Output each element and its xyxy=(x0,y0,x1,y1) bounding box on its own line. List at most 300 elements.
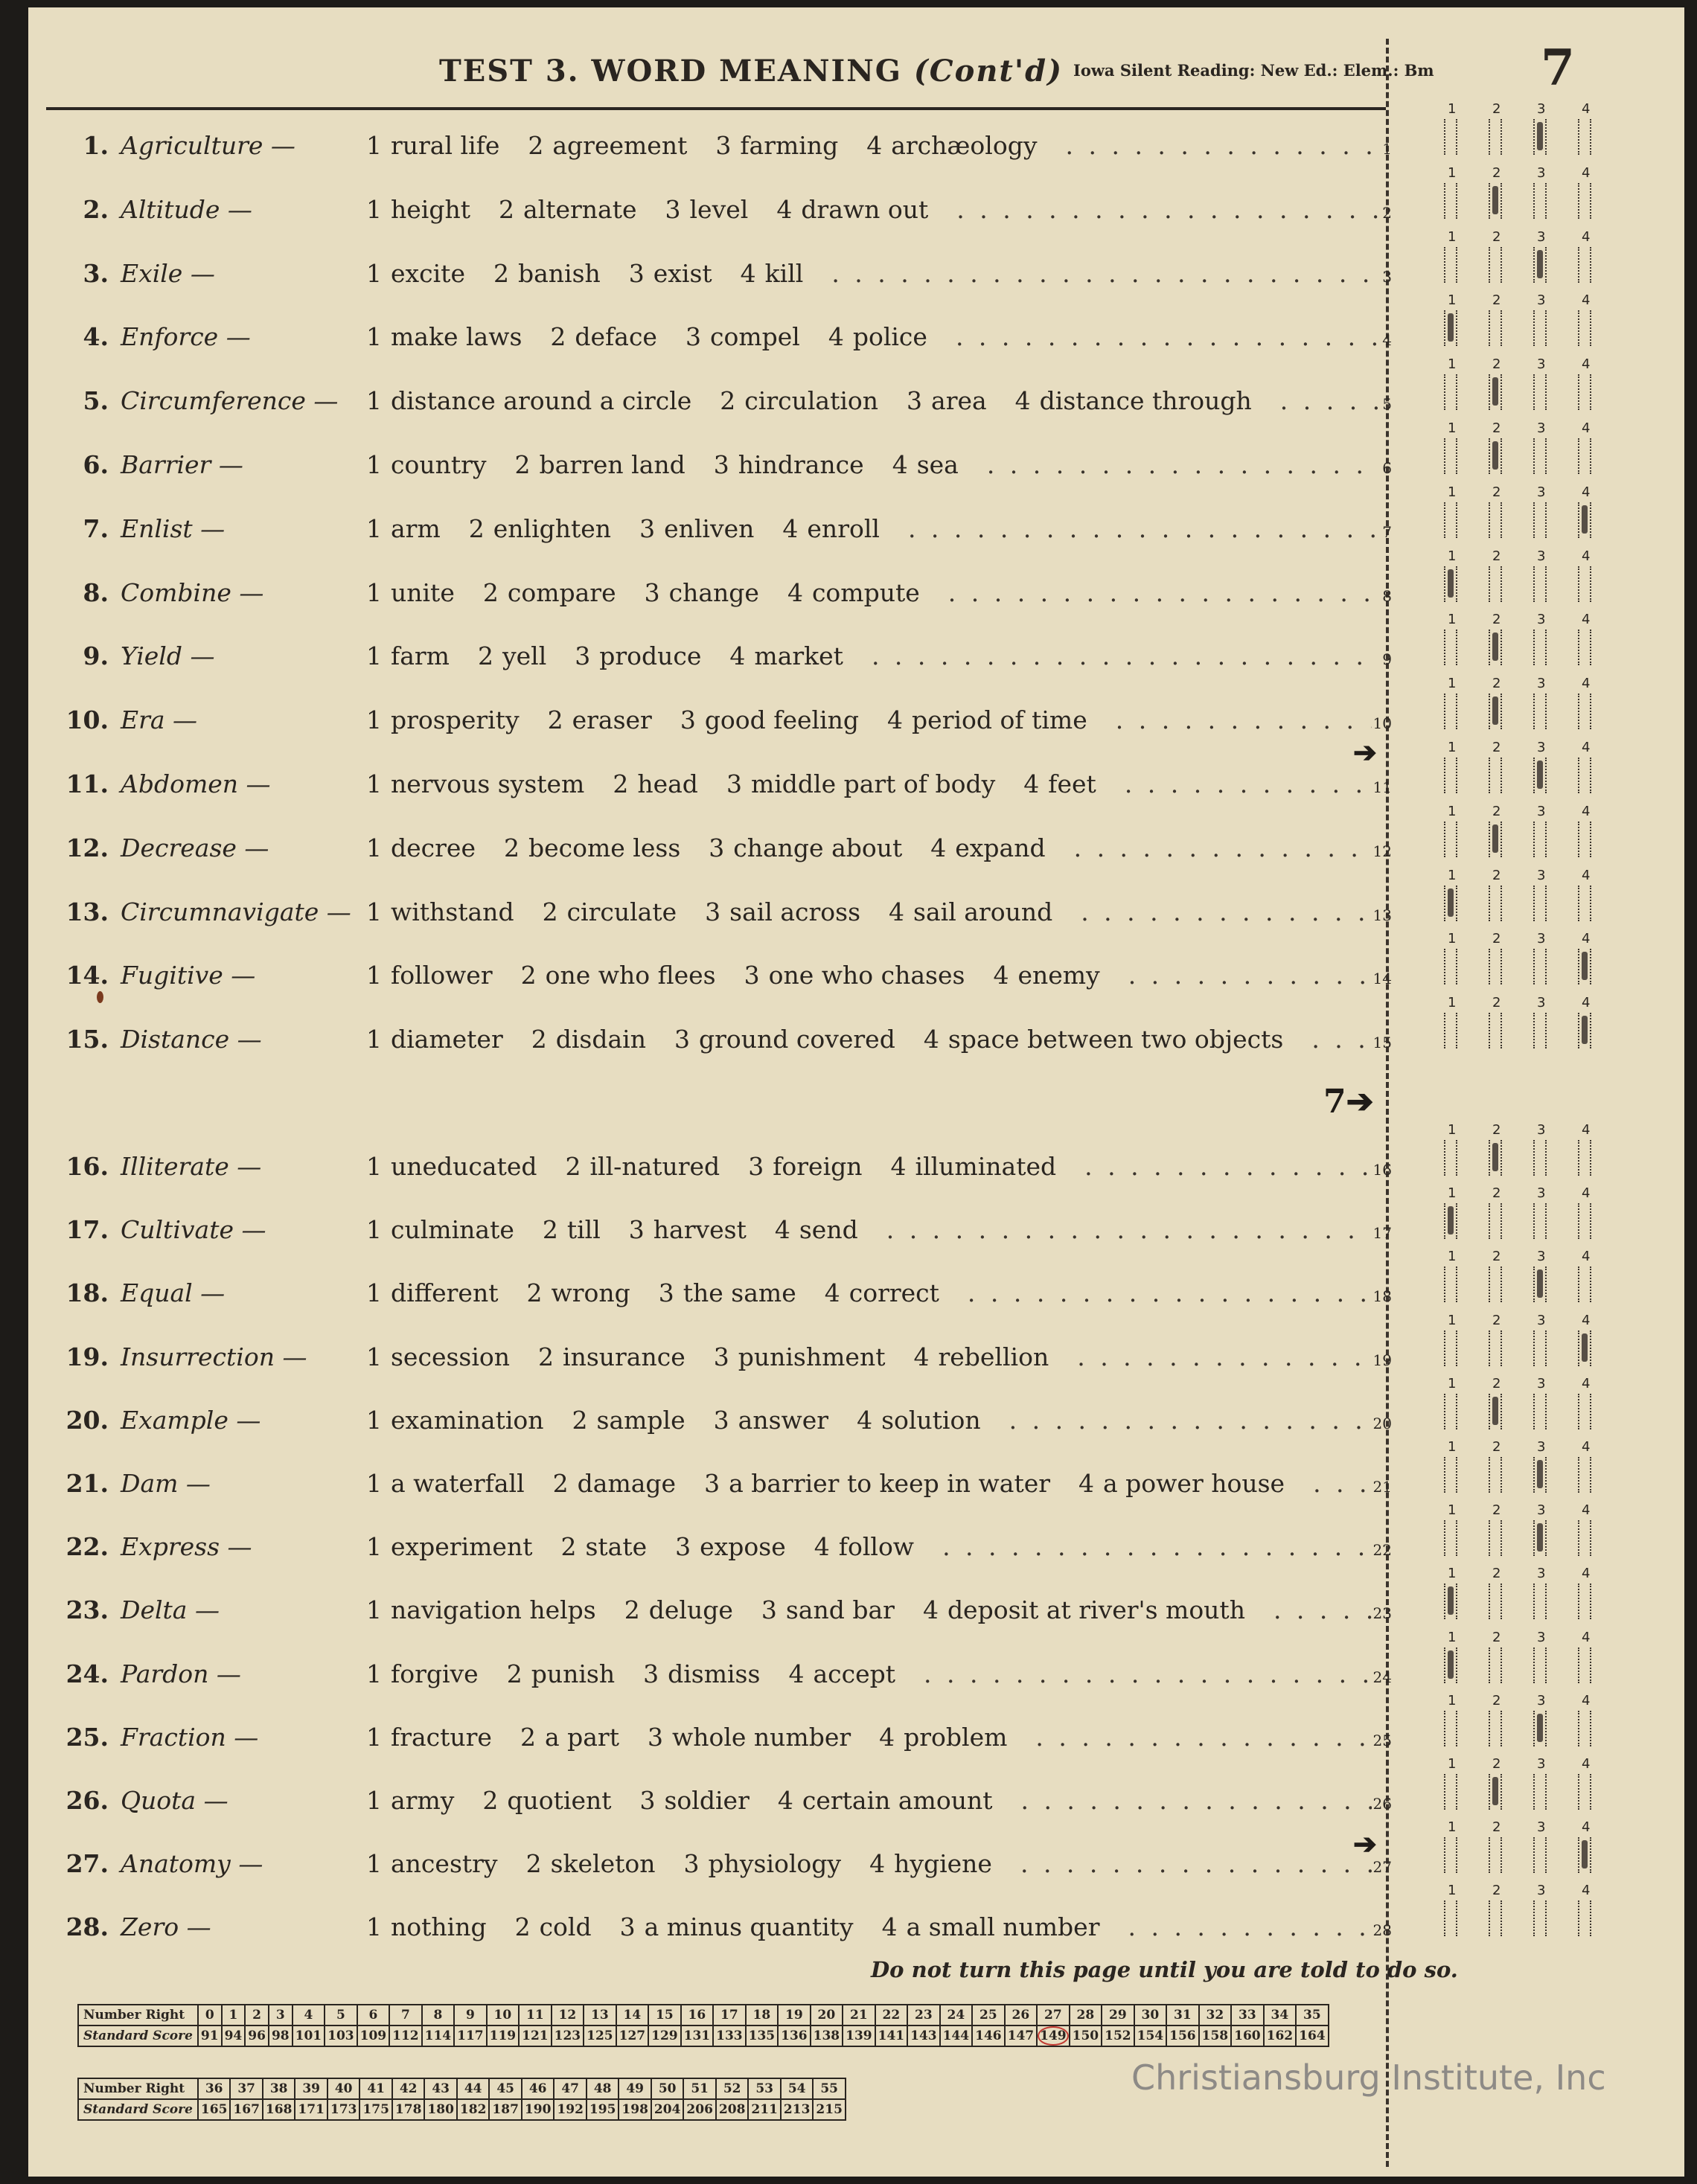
answer-box[interactable] xyxy=(1444,1520,1457,1556)
option: 2 circulate xyxy=(542,897,677,926)
answer-bubbles[interactable] xyxy=(1414,1185,1630,1242)
answer-bubbles[interactable] xyxy=(1414,1439,1630,1496)
answer-box[interactable] xyxy=(1489,1583,1502,1619)
answer-bubbles[interactable] xyxy=(1414,868,1630,924)
pencil-mark xyxy=(1492,1143,1498,1171)
answer-box[interactable] xyxy=(1578,566,1591,602)
pencil-mark xyxy=(1492,696,1498,725)
answer-bubbles[interactable] xyxy=(1414,101,1630,158)
option: 4 compute xyxy=(787,577,920,607)
option: 1 nervous system xyxy=(366,769,585,798)
number-right-cell: 31 xyxy=(1166,2005,1199,2026)
answer-bubbles[interactable] xyxy=(1414,1630,1630,1686)
option: 4 drawn out xyxy=(776,194,929,224)
answer-bubbles[interactable] xyxy=(1414,995,1630,1051)
option: 1 arm xyxy=(366,513,441,543)
answer-box[interactable] xyxy=(1444,1266,1457,1302)
pencil-mark xyxy=(1582,1333,1588,1362)
row-number: 13 xyxy=(1372,906,1392,924)
leader-dots xyxy=(948,578,1381,607)
answer-box[interactable] xyxy=(1578,1520,1591,1556)
answer-box[interactable] xyxy=(1489,566,1502,602)
answer-box[interactable] xyxy=(1578,247,1591,283)
answer-box[interactable] xyxy=(1444,949,1457,984)
question-word: Circumference — xyxy=(121,386,339,416)
pencil-mark xyxy=(1582,1840,1588,1868)
question-row xyxy=(52,1849,1392,1886)
row-number: 27 xyxy=(1372,1858,1392,1877)
answer-box[interactable] xyxy=(1444,502,1457,538)
question-number: 5. xyxy=(83,386,109,416)
answer-box[interactable] xyxy=(1533,1013,1547,1048)
bubble-numbers: 1 2 3 4 xyxy=(1448,1502,1591,1519)
option: 3 foreign xyxy=(748,1152,863,1181)
answer-box[interactable] xyxy=(1578,1457,1591,1493)
answer-bubbles[interactable] xyxy=(1414,1756,1630,1813)
answer-box[interactable] xyxy=(1578,310,1591,346)
answer-box[interactable] xyxy=(1578,1394,1591,1429)
number-right-cell: 12 xyxy=(552,2005,584,2026)
bubble-numbers: 1 2 3 4 xyxy=(1448,1692,1591,1709)
standard-score-cell: 119 xyxy=(487,2026,520,2046)
page-number: 7 xyxy=(1541,39,1575,97)
answer-box[interactable] xyxy=(1444,247,1457,283)
answer-box[interactable] xyxy=(1533,1394,1547,1429)
option: 1 rural life xyxy=(366,131,500,160)
option: 1 examination xyxy=(366,1405,544,1435)
option: 3 level xyxy=(665,194,749,224)
row-number: 21 xyxy=(1372,1478,1392,1496)
standard-score-cell: 187 xyxy=(489,2099,522,2120)
leader-dots xyxy=(1273,1595,1372,1624)
leader-dots xyxy=(1077,1342,1371,1371)
answer-box[interactable] xyxy=(1578,374,1591,410)
option: 1 uneducated xyxy=(366,1152,537,1181)
answer-box[interactable] xyxy=(1489,758,1502,793)
answer-box[interactable] xyxy=(1578,1647,1591,1683)
pencil-mark xyxy=(1582,1016,1588,1044)
option: 4 kill xyxy=(740,258,804,288)
row-number: 8 xyxy=(1382,586,1392,605)
answer-bubbles[interactable] xyxy=(1414,1122,1630,1179)
question-word: Enforce — xyxy=(121,322,251,352)
question-number: 17. xyxy=(65,1215,109,1245)
answer-box[interactable] xyxy=(1578,119,1591,155)
answer-box[interactable] xyxy=(1444,694,1457,729)
answer-box[interactable] xyxy=(1444,1900,1457,1936)
bubble-numbers: 1 2 3 4 xyxy=(1448,164,1591,181)
answer-box[interactable] xyxy=(1444,1711,1457,1746)
answer-box[interactable] xyxy=(1444,1837,1457,1873)
option: 3 answer xyxy=(713,1405,829,1435)
answer-box[interactable] xyxy=(1533,822,1547,857)
options xyxy=(366,1849,1392,1878)
question-row xyxy=(52,1025,1392,1062)
pencil-mark xyxy=(1448,1206,1454,1234)
standard-score-cell: 112 xyxy=(389,2026,422,2046)
ink-spot xyxy=(97,991,103,1003)
row-number: 9 xyxy=(1382,650,1392,669)
answer-box[interactable] xyxy=(1578,1900,1591,1936)
answer-bubbles[interactable] xyxy=(1414,931,1630,987)
answer-box[interactable] xyxy=(1533,183,1547,219)
answer-box[interactable] xyxy=(1444,1394,1457,1429)
number-right-cell: 24 xyxy=(940,2005,973,2026)
option: 4 archæology xyxy=(866,131,1038,160)
answer-box[interactable] xyxy=(1444,1774,1457,1810)
question-number: 15. xyxy=(65,1025,109,1054)
option: 4 distance through xyxy=(1014,386,1252,416)
option: 3 harvest xyxy=(628,1215,747,1245)
standard-score-cell: 164 xyxy=(1296,2026,1329,2046)
number-right-cell: 13 xyxy=(584,2005,616,2026)
number-right-label: Number Right xyxy=(78,2005,198,2026)
answer-box[interactable] xyxy=(1444,1140,1457,1176)
number-right-cell: 25 xyxy=(972,2005,1005,2026)
standard-score-cell: 136 xyxy=(778,2026,811,2046)
standard-score-cell: 152 xyxy=(1102,2026,1134,2046)
question-row xyxy=(52,769,1392,807)
option: 4 expand xyxy=(930,833,1046,862)
question-word: Fugitive — xyxy=(121,961,256,990)
answer-box[interactable] xyxy=(1533,1583,1547,1619)
number-right-label: Number Right xyxy=(78,2078,198,2099)
answer-bubbles[interactable] xyxy=(1414,292,1630,349)
leader-dots xyxy=(956,195,1381,224)
leader-dots xyxy=(1128,1912,1371,1941)
option: 4 a small number xyxy=(881,1912,1100,1942)
standard-score-label: Standard Score xyxy=(78,2099,198,2120)
leader-dots xyxy=(942,1532,1371,1561)
answer-box[interactable] xyxy=(1444,822,1457,857)
option: 2 head xyxy=(613,769,698,798)
answer-bubbles[interactable] xyxy=(1414,676,1630,732)
leader-dots xyxy=(1313,1469,1371,1498)
answer-box[interactable] xyxy=(1489,1457,1502,1493)
leader-dots xyxy=(1128,961,1372,990)
answer-box[interactable] xyxy=(1578,438,1591,474)
option: 4 accept xyxy=(788,1659,895,1688)
question-number: 26. xyxy=(65,1786,109,1815)
number-right-cell: 18 xyxy=(746,2005,779,2026)
options xyxy=(366,961,1392,990)
answer-box[interactable] xyxy=(1489,1647,1502,1683)
answer-box[interactable] xyxy=(1444,630,1457,665)
standard-score-cell: 123 xyxy=(552,2026,584,2046)
option: 1 ancestry xyxy=(366,1849,498,1879)
option: 4 correct xyxy=(824,1278,939,1308)
options xyxy=(366,578,1392,607)
answer-box[interactable] xyxy=(1578,1266,1591,1302)
leader-dots xyxy=(1020,1786,1371,1815)
answer-box[interactable] xyxy=(1533,949,1547,984)
question-row xyxy=(52,1723,1392,1760)
option: 2 circulation xyxy=(720,386,879,416)
standard-score-cell: 129 xyxy=(648,2026,681,2046)
standard-score-cell: 175 xyxy=(359,2099,392,2120)
answer-box[interactable] xyxy=(1444,438,1457,474)
answer-bubbles[interactable] xyxy=(1414,1819,1630,1876)
answer-bubbles[interactable] xyxy=(1414,740,1630,796)
continue-arrow-icon: ➔ xyxy=(1353,735,1377,769)
answer-bubbles[interactable] xyxy=(1414,1313,1630,1369)
option: 2 banish xyxy=(493,258,601,288)
leader-dots xyxy=(1081,897,1371,926)
answer-box[interactable] xyxy=(1489,886,1502,921)
question-number: 18. xyxy=(65,1278,109,1308)
answer-bubbles[interactable] xyxy=(1414,1566,1630,1622)
row-number: 22 xyxy=(1372,1541,1392,1560)
answer-bubbles[interactable] xyxy=(1414,1376,1630,1432)
options xyxy=(366,1595,1392,1624)
answer-bubbles[interactable] xyxy=(1414,420,1630,477)
answer-box[interactable] xyxy=(1533,1837,1547,1873)
question-number: 19. xyxy=(65,1342,109,1371)
answer-box[interactable] xyxy=(1578,630,1591,665)
question-row xyxy=(52,386,1392,423)
option: 4 hygiene xyxy=(869,1849,992,1879)
answer-bubbles[interactable] xyxy=(1414,484,1630,541)
answer-box[interactable] xyxy=(1533,566,1547,602)
answer-box[interactable] xyxy=(1533,502,1547,538)
question-word: Era — xyxy=(121,705,198,735)
options xyxy=(366,769,1392,798)
answer-box[interactable] xyxy=(1533,1203,1547,1239)
answer-box[interactable] xyxy=(1578,1203,1591,1239)
option: 1 distance around a circle xyxy=(366,386,692,416)
answer-box[interactable] xyxy=(1533,886,1547,921)
answer-bubbles[interactable] xyxy=(1414,229,1630,286)
bubble-numbers: 1 2 3 4 xyxy=(1448,1883,1591,1899)
option: 2 ill-natured xyxy=(565,1152,720,1181)
answer-box[interactable] xyxy=(1578,1711,1591,1746)
question-word: Express — xyxy=(121,1532,252,1562)
answer-box[interactable] xyxy=(1444,1457,1457,1493)
answer-box[interactable] xyxy=(1489,502,1502,538)
answer-box[interactable] xyxy=(1578,822,1591,857)
row-number: 16 xyxy=(1372,1161,1392,1179)
options xyxy=(366,195,1392,224)
number-right-cell: 43 xyxy=(424,2078,457,2099)
answer-box[interactable] xyxy=(1489,119,1502,155)
question-word: Altitude — xyxy=(121,194,252,224)
question-number: 21. xyxy=(65,1469,109,1498)
option: 2 become less xyxy=(503,833,681,862)
standard-score-cell: 144 xyxy=(940,2026,973,2046)
option: 1 secession xyxy=(366,1342,511,1371)
answer-bubbles[interactable] xyxy=(1414,356,1630,413)
answer-box[interactable] xyxy=(1489,310,1502,346)
pencil-mark xyxy=(1537,1523,1543,1551)
number-right-cell: 37 xyxy=(230,2078,263,2099)
leader-dots xyxy=(1311,1025,1371,1054)
row-number: 12 xyxy=(1372,842,1392,860)
number-right-cell: 44 xyxy=(457,2078,490,2099)
number-right-cell: 10 xyxy=(487,2005,520,2026)
answer-box[interactable] xyxy=(1444,374,1457,410)
answer-box[interactable] xyxy=(1489,1520,1502,1556)
pencil-mark xyxy=(1492,1397,1498,1425)
option: 3 sail across xyxy=(705,897,861,926)
option: 2 cold xyxy=(514,1912,592,1942)
answer-bubbles[interactable] xyxy=(1414,1883,1630,1939)
answer-box[interactable] xyxy=(1489,1330,1502,1366)
answer-box[interactable] xyxy=(1533,438,1547,474)
question-word: Barrier — xyxy=(121,450,243,479)
answer-box[interactable] xyxy=(1489,949,1502,984)
number-right-cell: 11 xyxy=(519,2005,552,2026)
standard-score-cell: 190 xyxy=(522,2099,555,2120)
row-number: 3 xyxy=(1382,267,1392,286)
answer-box[interactable] xyxy=(1578,694,1591,729)
leader-dots xyxy=(956,322,1381,351)
answer-box[interactable] xyxy=(1533,1140,1547,1176)
question-word: Illiterate — xyxy=(121,1152,262,1181)
answer-bubbles[interactable] xyxy=(1414,1502,1630,1559)
option: 4 send xyxy=(774,1215,858,1245)
bubble-numbers: 1 2 3 4 xyxy=(1448,803,1591,819)
number-right-cell: 1 xyxy=(222,2005,246,2026)
question-row xyxy=(52,1469,1392,1506)
answer-box[interactable] xyxy=(1578,1774,1591,1810)
standard-score-label: Standard Score xyxy=(78,2026,198,2046)
options xyxy=(366,1215,1392,1244)
options xyxy=(366,259,1392,288)
answer-box[interactable] xyxy=(1489,1266,1502,1302)
answer-box[interactable] xyxy=(1533,374,1547,410)
leader-dots xyxy=(831,259,1381,288)
question-word: Combine — xyxy=(121,577,264,607)
answer-box[interactable] xyxy=(1444,183,1457,219)
options xyxy=(366,1532,1392,1561)
answer-box[interactable] xyxy=(1444,1330,1457,1366)
option: 3 produce xyxy=(575,641,702,671)
question-word: Yield — xyxy=(121,641,215,671)
bubble-numbers: 1 2 3 4 xyxy=(1448,867,1591,883)
number-right-cell: 5 xyxy=(325,2005,357,2026)
standard-score-cell: 180 xyxy=(424,2099,457,2120)
leader-dots xyxy=(1035,1723,1371,1752)
option: 3 sand bar xyxy=(761,1595,895,1625)
row-number: 2 xyxy=(1382,203,1392,222)
answer-box[interactable] xyxy=(1533,1900,1547,1936)
standard-score-cell: 167 xyxy=(230,2099,263,2120)
question-word: Fraction — xyxy=(121,1722,259,1752)
question-row xyxy=(52,195,1392,232)
option: 3 farming xyxy=(715,131,839,160)
answer-box[interactable] xyxy=(1444,119,1457,155)
answer-box[interactable] xyxy=(1489,247,1502,283)
bubble-numbers: 1 2 3 4 xyxy=(1448,1312,1591,1328)
option: 2 compare xyxy=(482,577,616,607)
answer-box[interactable] xyxy=(1444,758,1457,793)
standard-score-cell: 146 xyxy=(972,2026,1005,2046)
answer-box[interactable] xyxy=(1489,1711,1502,1746)
answer-box[interactable] xyxy=(1489,1900,1502,1936)
number-right-cell: 39 xyxy=(295,2078,327,2099)
answer-box[interactable] xyxy=(1444,1013,1457,1048)
answer-box[interactable] xyxy=(1578,1583,1591,1619)
standard-score-cell: 213 xyxy=(781,2099,814,2120)
number-right-cell: 6 xyxy=(357,2005,390,2026)
answer-bubbles[interactable] xyxy=(1414,804,1630,860)
question-word: Equal — xyxy=(121,1278,226,1308)
pencil-mark xyxy=(1582,505,1588,534)
question-word: Agriculture — xyxy=(121,131,295,160)
option: 3 physiology xyxy=(683,1849,842,1879)
options xyxy=(366,1152,1392,1181)
answer-box[interactable] xyxy=(1533,1647,1547,1683)
question-row xyxy=(52,1152,1392,1189)
question-word: Insurrection — xyxy=(121,1342,307,1371)
question-number: 28. xyxy=(65,1912,109,1942)
standard-score-cell: 215 xyxy=(813,2099,846,2120)
answer-box[interactable] xyxy=(1489,1203,1502,1239)
question-number: 4. xyxy=(83,322,109,352)
options xyxy=(366,386,1392,415)
option: 3 good feeling xyxy=(680,705,860,735)
number-right-cell: 55 xyxy=(813,2078,846,2099)
options xyxy=(366,1025,1392,1054)
answer-box[interactable] xyxy=(1578,183,1591,219)
option: 1 decree xyxy=(366,833,476,862)
options xyxy=(366,1659,1392,1688)
pencil-mark xyxy=(1492,441,1498,470)
answer-bubbles[interactable] xyxy=(1414,1693,1630,1749)
answer-box[interactable] xyxy=(1578,758,1591,793)
answer-box[interactable] xyxy=(1533,694,1547,729)
answer-box[interactable] xyxy=(1489,1837,1502,1873)
leader-dots xyxy=(1125,769,1372,798)
bubble-numbers: 1 2 3 4 xyxy=(1448,931,1591,947)
question-row xyxy=(52,450,1392,487)
option: 2 quotient xyxy=(482,1786,612,1815)
number-right-cell: 19 xyxy=(778,2005,811,2026)
answer-box[interactable] xyxy=(1533,310,1547,346)
option: 4 certain amount xyxy=(777,1786,993,1815)
answer-bubbles[interactable] xyxy=(1414,165,1630,222)
standard-score-cell: 165 xyxy=(198,2099,231,2120)
watermark: Christiansburg Institute, Inc xyxy=(1131,2057,1606,2098)
answer-box[interactable] xyxy=(1489,1013,1502,1048)
option: 3 change about xyxy=(709,833,903,862)
answer-box[interactable] xyxy=(1533,1774,1547,1810)
answer-box[interactable] xyxy=(1578,1140,1591,1176)
pencil-mark xyxy=(1537,1714,1543,1742)
number-right-cell: 0 xyxy=(198,2005,222,2026)
option: 2 enlighten xyxy=(468,513,612,543)
pencil-mark xyxy=(1448,1650,1454,1679)
continue-arrow-icon: ➔ xyxy=(1353,1827,1377,1860)
answer-box[interactable] xyxy=(1578,886,1591,921)
options xyxy=(366,897,1392,926)
standard-score-cell: 117 xyxy=(454,2026,487,2046)
answer-box[interactable] xyxy=(1533,1330,1547,1366)
question-row xyxy=(52,833,1392,871)
standard-score-cell: 158 xyxy=(1199,2026,1232,2046)
question-number: 24. xyxy=(65,1659,109,1688)
answer-bubbles[interactable] xyxy=(1414,612,1630,668)
answer-bubbles[interactable] xyxy=(1414,548,1630,605)
options xyxy=(366,1912,1392,1941)
answer-bubbles[interactable] xyxy=(1414,1249,1630,1305)
row-number: 1 xyxy=(1382,140,1392,158)
question-number: 3. xyxy=(83,258,109,288)
standard-score-cell: 173 xyxy=(327,2099,360,2120)
row-number: 6 xyxy=(1382,459,1392,477)
option: 3 compel xyxy=(685,322,800,352)
answer-box[interactable] xyxy=(1533,630,1547,665)
